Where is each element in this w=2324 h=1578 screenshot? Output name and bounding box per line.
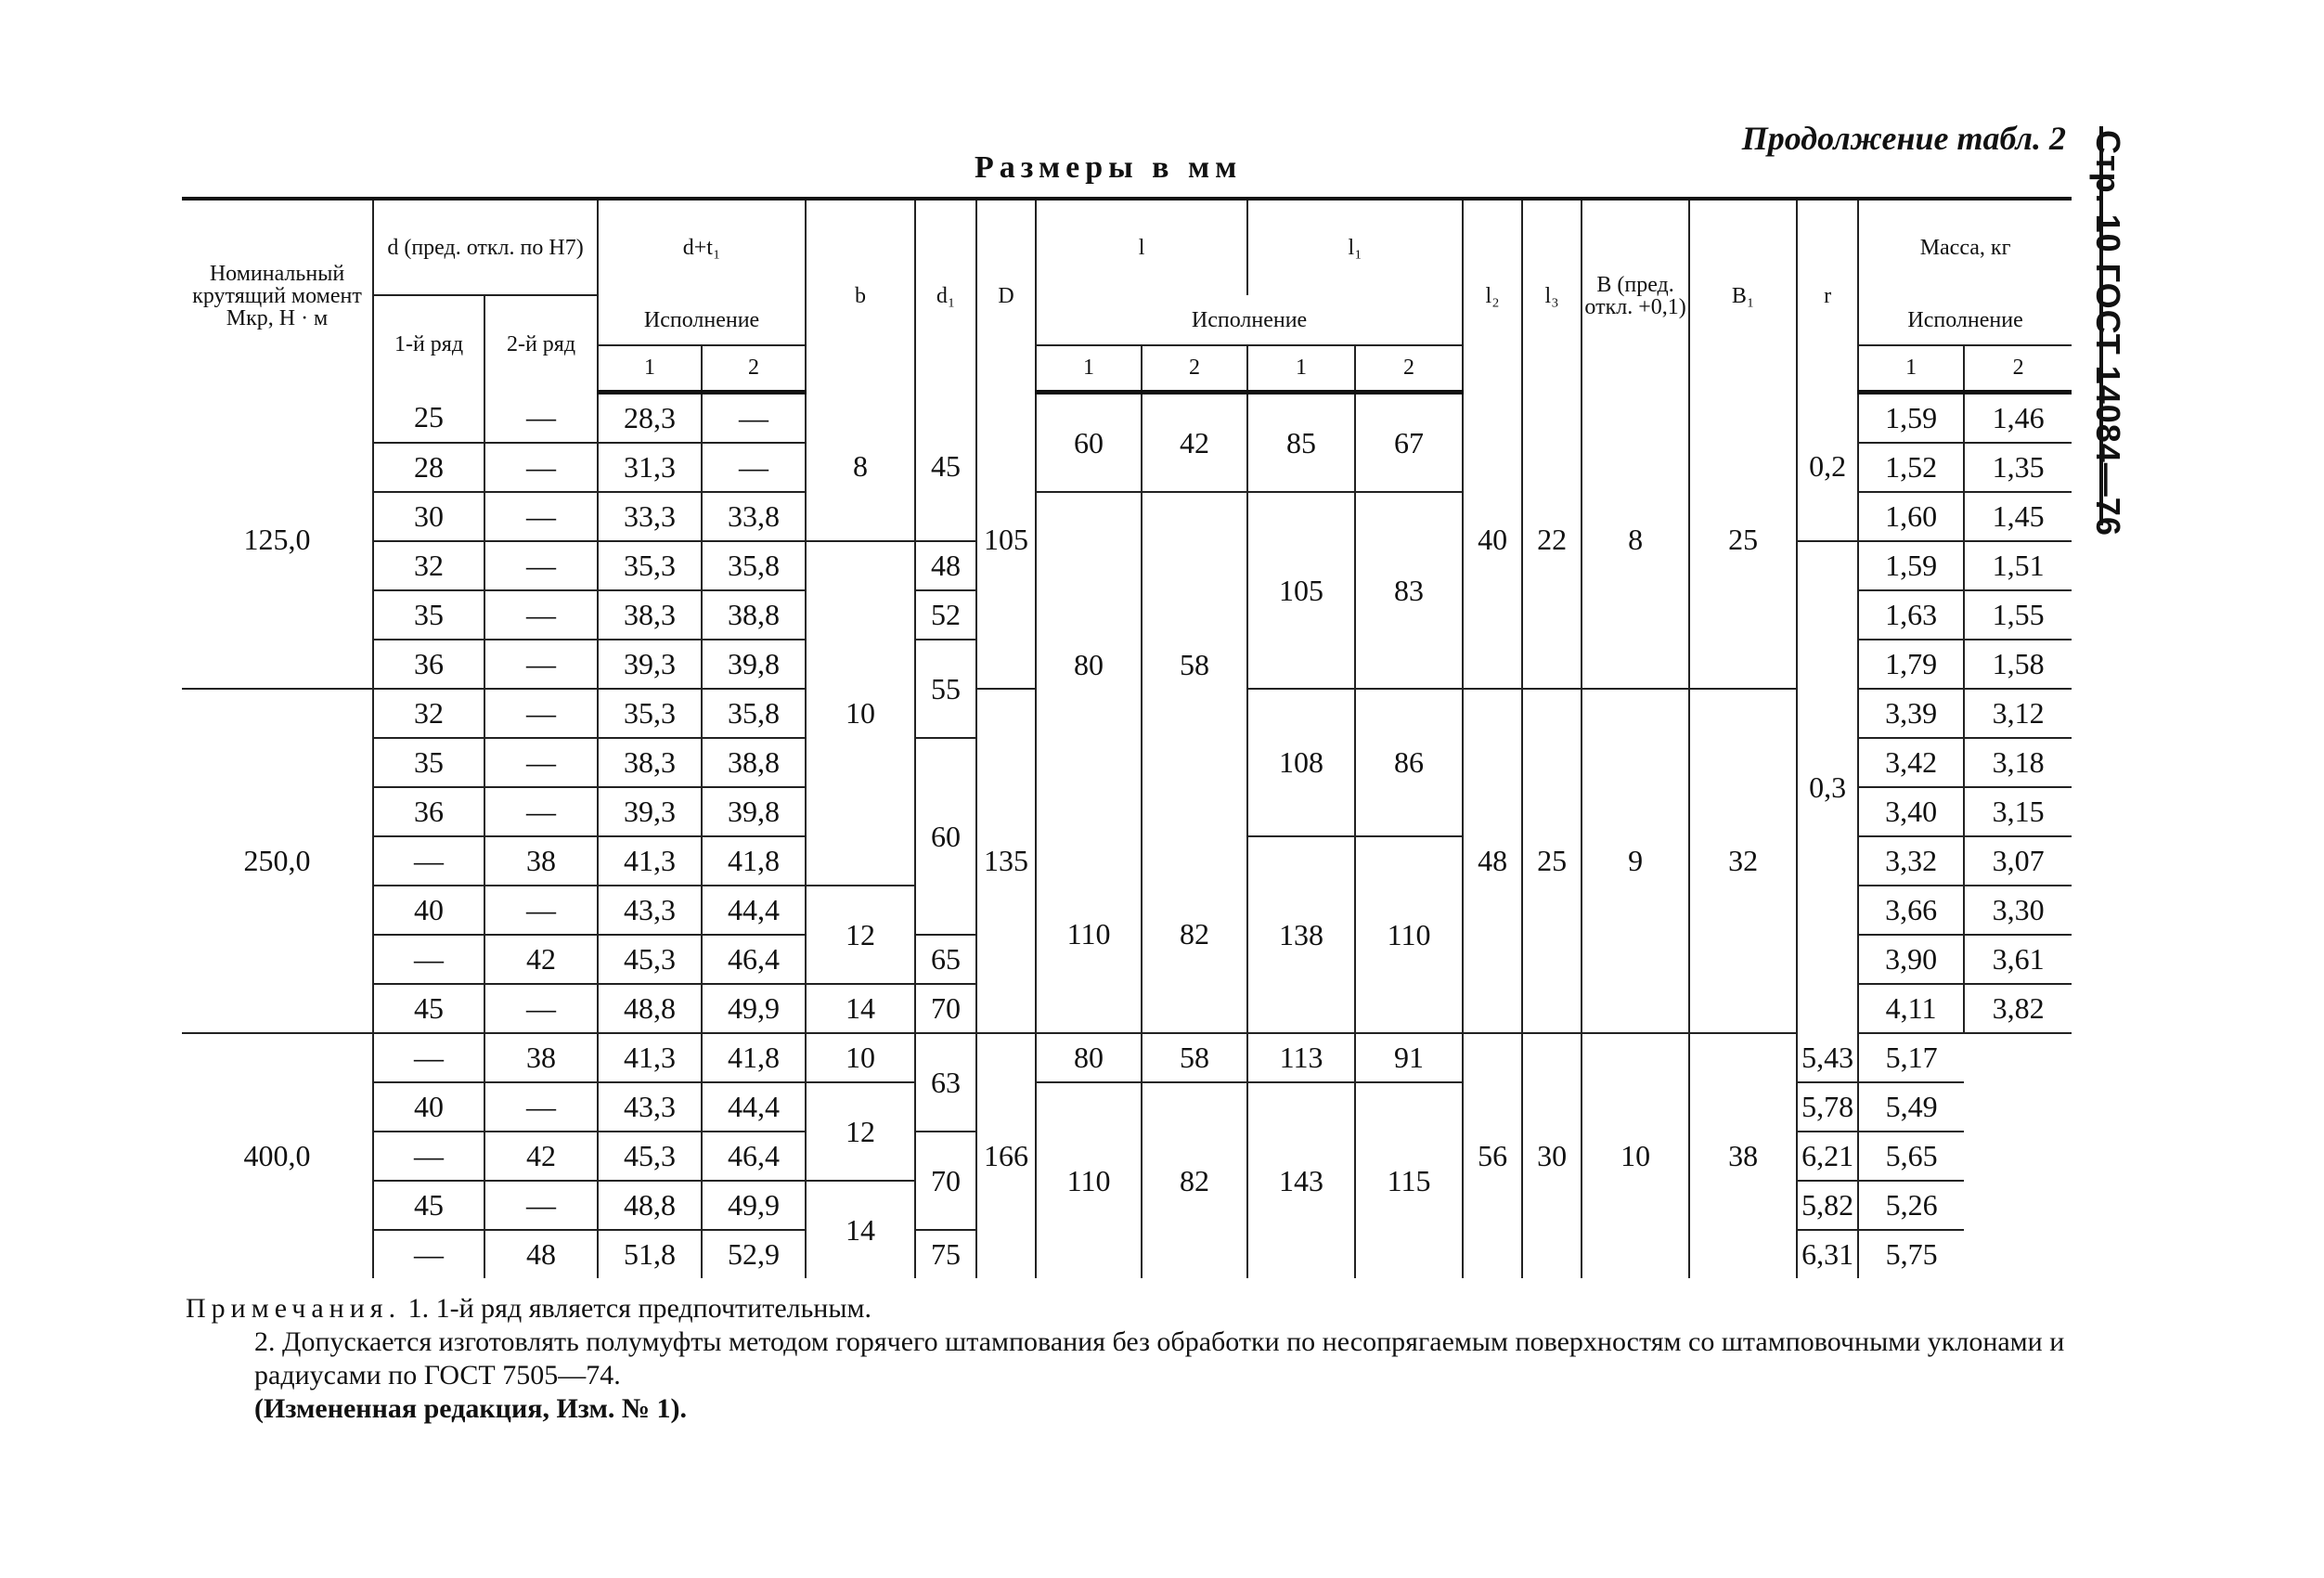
d-row2-cell: —: [484, 392, 598, 443]
dt1-exec1-cell: 38,3: [598, 590, 702, 640]
l1-exec2-cell: 110: [1355, 836, 1463, 1033]
dt1-exec1-cell: 31,3: [598, 443, 702, 492]
d-row2-cell: 38: [484, 836, 598, 886]
mass-exec1-cell: 1,52: [1858, 443, 1964, 492]
d1-cell: 55: [915, 640, 976, 738]
d-row2-cell: —: [484, 640, 598, 689]
mass-exec2-cell: 1,51: [1964, 541, 2072, 590]
B1-cell: 32: [1689, 689, 1797, 1033]
header-l1-exec1: 1: [1247, 345, 1355, 392]
l1-exec1-cell: 113: [1247, 1033, 1355, 1082]
d-row1-cell: 45: [373, 1181, 484, 1230]
mass-exec1-cell: 3,42: [1858, 738, 1964, 787]
d-row2-cell: —: [484, 886, 598, 935]
dt1-exec2-cell: 49,9: [702, 984, 806, 1033]
dt1-exec2-cell: 33,8: [702, 492, 806, 541]
note-1: 1. 1-й ряд является предпочтительным.: [407, 1293, 872, 1324]
l1-exec2-cell: 83: [1355, 492, 1463, 689]
header-dt1: d+t₁: [598, 199, 806, 295]
mass-exec2-cell: 1,45: [1964, 492, 2072, 541]
d-row2-cell: 42: [484, 935, 598, 984]
B-cell: 10: [1582, 1033, 1689, 1278]
header-d: d (пред. откл. по H7): [373, 199, 598, 295]
dt1-exec1-cell: 48,8: [598, 984, 702, 1033]
mass-exec2-cell: 5,75: [1858, 1230, 1964, 1278]
d-row2-cell: —: [484, 541, 598, 590]
dt1-exec2-cell: 46,4: [702, 935, 806, 984]
dt1-exec1-cell: 35,3: [598, 689, 702, 738]
dt1-exec2-cell: 38,8: [702, 738, 806, 787]
l-exec2-cell: 82: [1142, 1082, 1247, 1278]
d-row1-cell: 32: [373, 689, 484, 738]
B-cell: 8: [1582, 392, 1689, 689]
header-d-row2: 2-й ряд: [484, 295, 598, 392]
dt1-exec1-cell: 41,3: [598, 836, 702, 886]
header-dt1-execution: Исполнение: [598, 295, 806, 345]
l3-cell: 25: [1522, 689, 1582, 1033]
header-D: D: [976, 199, 1036, 392]
header-B1: B₁: [1689, 199, 1797, 392]
header-l-exec2: 2: [1142, 345, 1247, 392]
header-l2: l₂: [1463, 199, 1522, 392]
d-row1-cell: 30: [373, 492, 484, 541]
dt1-exec2-cell: 41,8: [702, 836, 806, 886]
mass-exec2-cell: 5,26: [1858, 1181, 1964, 1230]
d-row2-cell: —: [484, 443, 598, 492]
d-row2-cell: —: [484, 787, 598, 836]
D-cell: 105: [976, 392, 1036, 689]
dt1-exec2-cell: —: [702, 392, 806, 443]
l3-cell: 22: [1522, 392, 1582, 689]
dt1-exec1-cell: 43,3: [598, 886, 702, 935]
dt1-exec1-cell: 28,3: [598, 392, 702, 443]
b-cell: 12: [806, 1082, 915, 1181]
dt1-exec2-cell: —: [702, 443, 806, 492]
l3-cell: 30: [1522, 1033, 1582, 1278]
l1-exec2-cell: 86: [1355, 689, 1463, 836]
header-dt1-exec1: 1: [598, 345, 702, 392]
l1-exec1-cell: 138: [1247, 836, 1355, 1033]
d-row1-cell: 45: [373, 984, 484, 1033]
D-cell: 135: [976, 689, 1036, 1033]
header-l1: l₁: [1247, 199, 1463, 295]
B1-cell: 38: [1689, 1033, 1797, 1278]
torque-cell: 250,0: [182, 689, 373, 1033]
b-cell: 12: [806, 886, 915, 984]
d-row1-cell: —: [373, 1132, 484, 1181]
mass-exec2-cell: 5,49: [1858, 1082, 1964, 1132]
mass-exec1-cell: 3,66: [1858, 886, 1964, 935]
mass-exec2-cell: 1,35: [1964, 443, 2072, 492]
header-torque: Номинальный крутящий момент Mкр, Н · м: [182, 199, 373, 392]
mass-exec1-cell: 1,60: [1858, 492, 1964, 541]
dt1-exec2-cell: 46,4: [702, 1132, 806, 1181]
d-row2-cell: 38: [484, 1033, 598, 1082]
B1-cell: 25: [1689, 392, 1797, 689]
d-row2-cell: —: [484, 590, 598, 640]
mass-exec1-cell: 3,32: [1858, 836, 1964, 886]
header-l-exec1: 1: [1036, 345, 1142, 392]
page-side-label: [2089, 121, 2155, 537]
d-row2-cell: —: [484, 1181, 598, 1230]
l-exec2-cell: 58: [1142, 1033, 1247, 1082]
header-l-execution: Исполнение: [1036, 295, 1463, 345]
d-row2-cell: 42: [484, 1132, 598, 1181]
d1-cell: 45: [915, 392, 976, 541]
header-r: r: [1797, 199, 1858, 392]
mass-exec1-cell: 3,40: [1858, 787, 1964, 836]
r-cell: 0,2: [1797, 392, 1858, 541]
d-row2-cell: —: [484, 1082, 598, 1132]
B-cell: 9: [1582, 689, 1689, 1033]
mass-exec1-cell: 6,21: [1797, 1132, 1858, 1181]
header-B: B (пред. откл. +0,1): [1582, 199, 1689, 392]
mass-exec2-cell: 5,65: [1858, 1132, 1964, 1181]
dt1-exec2-cell: 38,8: [702, 590, 806, 640]
units-caption: Размеры в мм: [975, 150, 1243, 185]
dt1-exec2-cell: 35,8: [702, 541, 806, 590]
l-exec1-cell: 80: [1036, 1033, 1142, 1082]
d-row1-cell: 36: [373, 787, 484, 836]
dt1-exec1-cell: 41,3: [598, 1033, 702, 1082]
dt1-exec1-cell: 39,3: [598, 640, 702, 689]
d1-cell: 70: [915, 984, 976, 1033]
header-l1-exec2: 2: [1355, 345, 1463, 392]
d1-cell: 60: [915, 738, 976, 935]
header-mass-exec1: 1: [1858, 345, 1964, 392]
mass-exec1-cell: 1,59: [1858, 392, 1964, 443]
b-cell: 10: [806, 541, 915, 886]
l1-exec1-cell: 85: [1247, 392, 1355, 492]
d1-cell: 75: [915, 1230, 976, 1278]
header-l3: l₃: [1522, 199, 1582, 392]
mass-exec1-cell: 4,11: [1858, 984, 1964, 1033]
torque-cell: 125,0: [182, 392, 373, 689]
side-label-text: Стр. 10 ГОСТ 14084—76: [2089, 130, 2127, 537]
d-row2-cell: —: [484, 492, 598, 541]
dt1-exec2-cell: 44,4: [702, 886, 806, 935]
D-cell: 166: [976, 1033, 1036, 1278]
mass-exec1-cell: 1,63: [1858, 590, 1964, 640]
notes-title: Примечания.: [186, 1293, 402, 1324]
d-row2-cell: 48: [484, 1230, 598, 1278]
d-row1-cell: 32: [373, 541, 484, 590]
mass-exec2-cell: 1,55: [1964, 590, 2072, 640]
notes-block: [186, 1292, 2070, 1426]
l1-exec2-cell: 67: [1355, 392, 1463, 492]
d-row1-cell: 35: [373, 738, 484, 787]
l-exec1-cell: 60: [1036, 392, 1142, 492]
mass-exec2-cell: 3,15: [1964, 787, 2072, 836]
mass-exec1-cell: 1,79: [1858, 640, 1964, 689]
header-b: b: [806, 199, 915, 392]
mass-exec2-cell: 3,07: [1964, 836, 2072, 886]
dt1-exec2-cell: 49,9: [702, 1181, 806, 1230]
table-continuation-caption: Продолжение табл. 2: [1741, 120, 2066, 157]
d-row1-cell: 35: [373, 590, 484, 640]
dimensions-table-wrap: [182, 197, 2053, 1278]
dt1-exec1-cell: 51,8: [598, 1230, 702, 1278]
d1-cell: 48: [915, 541, 976, 590]
d-row1-cell: 28: [373, 443, 484, 492]
mass-exec2-cell: 1,46: [1964, 392, 2072, 443]
header-mass-execution: Исполнение: [1858, 295, 2072, 345]
mass-exec1-cell: 3,39: [1858, 689, 1964, 738]
d1-cell: 70: [915, 1132, 976, 1230]
l1-exec2-cell: 115: [1355, 1082, 1463, 1278]
l1-exec1-cell: 108: [1247, 689, 1355, 836]
dt1-exec1-cell: 39,3: [598, 787, 702, 836]
d-row1-cell: 36: [373, 640, 484, 689]
dt1-exec2-cell: 52,9: [702, 1230, 806, 1278]
mass-exec1-cell: 1,59: [1858, 541, 1964, 590]
l-exec1-cell: 110: [1036, 836, 1142, 1033]
d-row1-cell: 40: [373, 1082, 484, 1132]
mass-exec2-cell: 1,58: [1964, 640, 2072, 689]
dt1-exec1-cell: 38,3: [598, 738, 702, 787]
mass-exec2-cell: 3,12: [1964, 689, 2072, 738]
mass-exec2-cell: 3,30: [1964, 886, 2072, 935]
mass-exec2-cell: 3,18: [1964, 738, 2072, 787]
note-2: 2. Допускается изготовлять полумуфты методом горячего штампования без обработки по несопрягаемым поверхностям со штамповочными уклонами и радиусами по ГОСТ 7505—74.: [254, 1326, 2065, 1390]
d-row2-cell: —: [484, 984, 598, 1033]
b-cell: 14: [806, 1181, 915, 1278]
d1-cell: 63: [915, 1033, 976, 1132]
mass-exec1-cell: 5,82: [1797, 1181, 1858, 1230]
torque-cell: 400,0: [182, 1033, 373, 1278]
dt1-exec2-cell: 44,4: [702, 1082, 806, 1132]
d-row1-cell: —: [373, 935, 484, 984]
d-row1-cell: —: [373, 1033, 484, 1082]
mass-exec2-cell: 3,82: [1964, 984, 2072, 1033]
b-cell: 10: [806, 1033, 915, 1082]
d1-cell: 52: [915, 590, 976, 640]
b-cell: 8: [806, 392, 915, 541]
l1-exec1-cell: 105: [1247, 492, 1355, 689]
l-exec1-cell: 110: [1036, 1082, 1142, 1278]
header-d-row1: 1-й ряд: [373, 295, 484, 392]
mass-exec2-cell: 5,17: [1858, 1033, 1964, 1082]
dt1-exec2-cell: 41,8: [702, 1033, 806, 1082]
l-exec2-cell: 42: [1142, 392, 1247, 492]
dt1-exec1-cell: 45,3: [598, 935, 702, 984]
dt1-exec1-cell: 43,3: [598, 1082, 702, 1132]
d-row1-cell: —: [373, 1230, 484, 1278]
d-row2-cell: —: [484, 689, 598, 738]
dimensions-table: [182, 197, 2072, 1278]
dt1-exec2-cell: 35,8: [702, 689, 806, 738]
header-l: l: [1036, 199, 1247, 295]
l1-exec1-cell: 143: [1247, 1082, 1355, 1278]
amendment-note: (Измененная редакция, Изм. № 1).: [254, 1393, 688, 1424]
dt1-exec2-cell: 39,8: [702, 787, 806, 836]
mass-exec1-cell: 6,31: [1797, 1230, 1858, 1278]
mass-exec1-cell: 5,78: [1797, 1082, 1858, 1132]
d1-cell: 65: [915, 935, 976, 984]
mass-exec1-cell: 3,90: [1858, 935, 1964, 984]
l-exec2-cell: 82: [1142, 836, 1247, 1033]
l2-cell: 40: [1463, 392, 1522, 689]
l-exec2-cell: 58: [1142, 492, 1247, 836]
header-mass-exec2: 2: [1964, 345, 2072, 392]
l2-cell: 48: [1463, 689, 1522, 1033]
l2-cell: 56: [1463, 1033, 1522, 1278]
l-exec1-cell: 80: [1036, 492, 1142, 836]
l1-exec2-cell: 91: [1355, 1033, 1463, 1082]
d-row1-cell: 25: [373, 392, 484, 443]
dt1-exec2-cell: 39,8: [702, 640, 806, 689]
dt1-exec1-cell: 35,3: [598, 541, 702, 590]
dt1-exec1-cell: 48,8: [598, 1181, 702, 1230]
header-d1: d₁: [915, 199, 976, 392]
d-row2-cell: —: [484, 738, 598, 787]
b-cell: 14: [806, 984, 915, 1033]
header-mass: Масса, кг: [1858, 199, 2072, 295]
dt1-exec1-cell: 33,3: [598, 492, 702, 541]
r-cell: 0,3: [1797, 541, 1858, 1033]
mass-exec1-cell: 5,43: [1797, 1033, 1858, 1082]
d-row1-cell: —: [373, 836, 484, 886]
mass-exec2-cell: 3,61: [1964, 935, 2072, 984]
table-body: [182, 392, 2072, 1278]
d-row1-cell: 40: [373, 886, 484, 935]
dt1-exec1-cell: 45,3: [598, 1132, 702, 1181]
header-dt1-exec2: 2: [702, 345, 806, 392]
